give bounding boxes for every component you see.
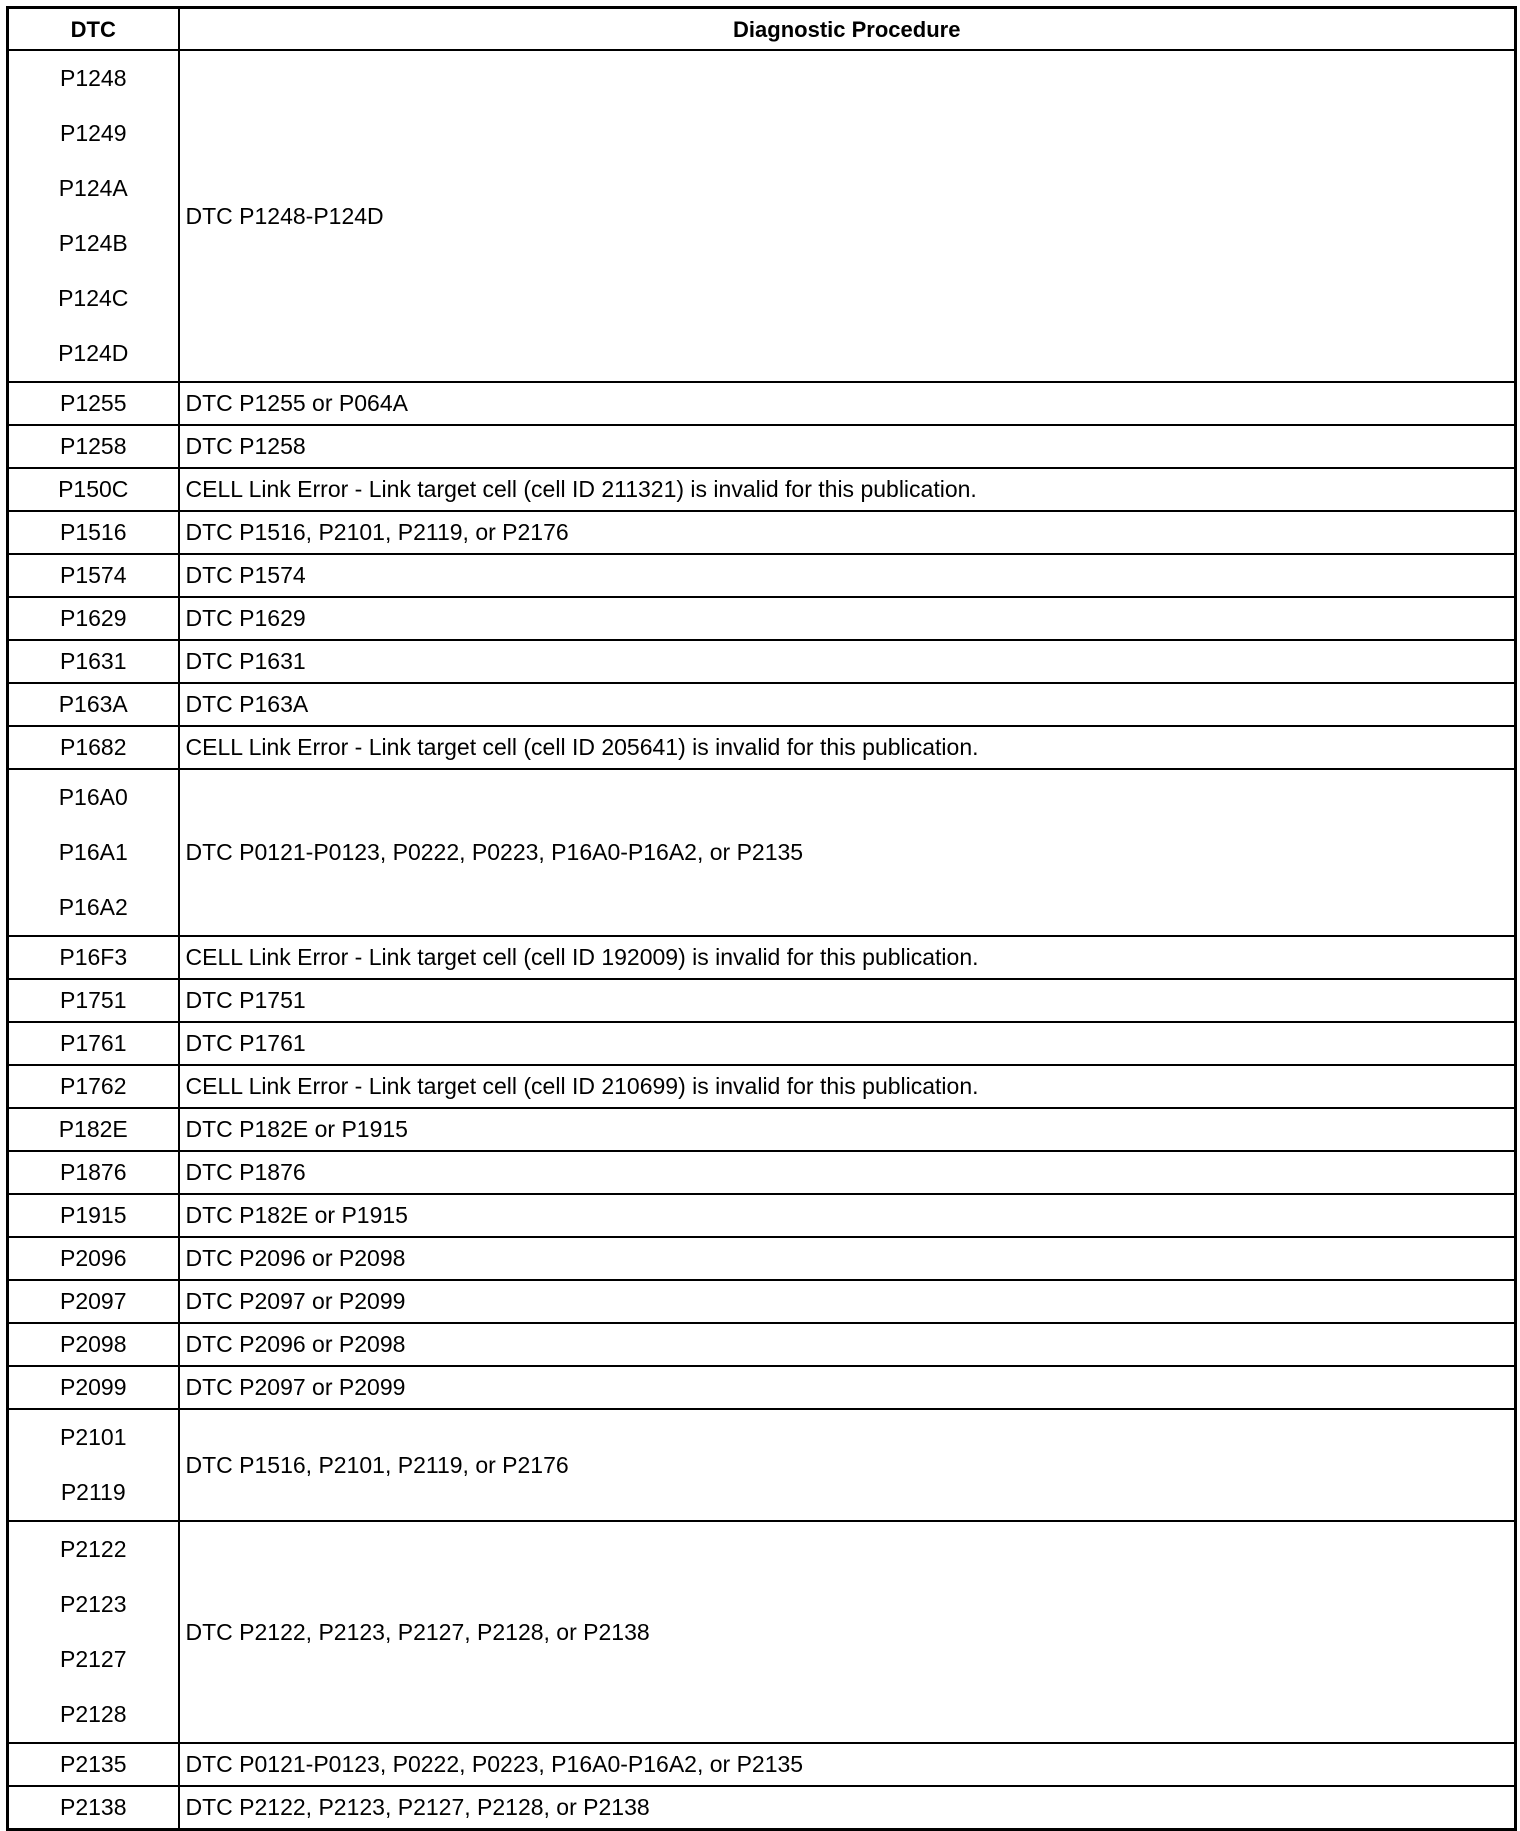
dtc-cell: [8, 1786, 179, 1830]
dtc-code: P2138: [59, 1794, 127, 1820]
table-row: [8, 1521, 1516, 1743]
diagnostic-procedure-cell: DTC P163A: [179, 683, 1516, 726]
dtc-cell: [8, 1108, 179, 1151]
table-row: [8, 683, 1516, 726]
dtc-code: P150C: [58, 476, 129, 502]
table-row: [8, 382, 1516, 425]
dtc-code: P16A0: [58, 784, 128, 810]
diagnostic-procedure-cell: DTC P182E or P1915: [179, 1194, 1516, 1237]
dtc-cell: [8, 511, 179, 554]
table-row: [8, 1065, 1516, 1108]
diagnostic-procedure-cell: DTC P2096 or P2098: [179, 1237, 1516, 1280]
dtc-cell: [8, 1194, 179, 1237]
diagnostic-procedure-cell: DTC P1876: [179, 1151, 1516, 1194]
dtc-code: P163A: [58, 691, 128, 717]
dtc-code: P1258: [59, 433, 127, 459]
table-row: [8, 1151, 1516, 1194]
dtc-code: P2101: [59, 1424, 127, 1450]
dtc-cell: [8, 1065, 179, 1108]
table-row: [8, 1022, 1516, 1065]
diagnostic-procedure-cell: DTC P1751: [179, 979, 1516, 1022]
diagnostic-procedure-cell: DTC P1516, P2101, P2119, or P2176: [179, 1409, 1516, 1521]
table-row: [8, 936, 1516, 979]
table-row: [8, 1786, 1516, 1830]
dtc-code: P2123: [59, 1591, 127, 1617]
table-row: [8, 1409, 1516, 1521]
table-row: [8, 726, 1516, 769]
dtc-code: P2099: [59, 1374, 127, 1400]
table-row: [8, 1366, 1516, 1409]
dtc-code: P16F3: [59, 944, 128, 970]
table-row: [8, 1108, 1516, 1151]
dtc-cell: [8, 468, 179, 511]
table-row: [8, 1237, 1516, 1280]
header-dtc: DTC: [8, 8, 179, 51]
dtc-cell: [8, 1323, 179, 1366]
dtc-code: P2127: [59, 1646, 127, 1672]
dtc-code: P1762: [59, 1073, 127, 1099]
dtc-code: P124C: [58, 285, 129, 311]
diagnostic-procedure-cell: DTC P2097 or P2099: [179, 1366, 1516, 1409]
dtc-code: P1915: [59, 1202, 127, 1228]
dtc-table-container: [6, 6, 1514, 1831]
table-header-row: [8, 8, 1516, 51]
diagnostic-procedure-cell: DTC P1248-P124D: [179, 50, 1516, 382]
dtc-code: P1629: [59, 605, 127, 631]
dtc-cell: [8, 979, 179, 1022]
dtc-code: P1516: [59, 519, 127, 545]
dtc-code: P16A2: [58, 894, 128, 920]
dtc-cell: [8, 1151, 179, 1194]
dtc-cell: [8, 554, 179, 597]
table-row: [8, 511, 1516, 554]
dtc-cell: [8, 640, 179, 683]
dtc-code: P2128: [59, 1701, 127, 1727]
dtc-cell: [8, 769, 179, 936]
dtc-code: P2122: [59, 1536, 127, 1562]
table-row: [8, 597, 1516, 640]
table-row: [8, 50, 1516, 382]
dtc-cell: [8, 1022, 179, 1065]
diagnostic-procedure-cell: DTC P182E or P1915: [179, 1108, 1516, 1151]
dtc-cell: [8, 1366, 179, 1409]
dtc-cell: [8, 936, 179, 979]
dtc-code: P16A1: [58, 839, 128, 865]
dtc-code: P124A: [58, 175, 128, 201]
diagnostic-procedure-cell: DTC P1516, P2101, P2119, or P2176: [179, 511, 1516, 554]
table-row: [8, 554, 1516, 597]
diagnostic-procedure-cell: DTC P1255 or P064A: [179, 382, 1516, 425]
dtc-cell: [8, 1237, 179, 1280]
diagnostic-procedure-cell: CELL Link Error - Link target cell (cell ID 210699) is invalid for this publication.: [179, 1065, 1516, 1108]
table-row: [8, 1323, 1516, 1366]
table-row: [8, 979, 1516, 1022]
table-body: [8, 50, 1516, 1830]
dtc-code: P2097: [59, 1288, 127, 1314]
dtc-code: P1631: [59, 648, 127, 674]
diagnostic-procedure-cell: DTC P1631: [179, 640, 1516, 683]
dtc-table: [6, 6, 1517, 1831]
dtc-code: P1761: [59, 1030, 127, 1056]
dtc-cell: [8, 1743, 179, 1786]
dtc-cell: [8, 425, 179, 468]
header-diagnostic-procedure: Diagnostic Procedure: [179, 8, 1516, 51]
dtc-code: P1249: [59, 120, 127, 146]
dtc-cell: [8, 597, 179, 640]
dtc-cell: [8, 1521, 179, 1743]
dtc-code: P1574: [59, 562, 127, 588]
dtc-code: P1255: [59, 390, 127, 416]
diagnostic-procedure-cell: CELL Link Error - Link target cell (cell ID 205641) is invalid for this publication.: [179, 726, 1516, 769]
table-row: [8, 1194, 1516, 1237]
table-row: [8, 1280, 1516, 1323]
diagnostic-procedure-cell: DTC P2096 or P2098: [179, 1323, 1516, 1366]
diagnostic-procedure-cell: DTC P2122, P2123, P2127, P2128, or P2138: [179, 1521, 1516, 1743]
table-row: [8, 468, 1516, 511]
dtc-cell: [8, 1280, 179, 1323]
diagnostic-procedure-cell: DTC P0121-P0123, P0222, P0223, P16A0-P16A2, or P2135: [179, 769, 1516, 936]
diagnostic-procedure-cell: DTC P1629: [179, 597, 1516, 640]
dtc-cell: [8, 382, 179, 425]
table-row: [8, 769, 1516, 936]
dtc-code: P124D: [58, 340, 129, 366]
dtc-code: P1248: [59, 65, 127, 91]
dtc-code: P2135: [59, 1751, 127, 1777]
diagnostic-procedure-cell: DTC P2122, P2123, P2127, P2128, or P2138: [179, 1786, 1516, 1830]
dtc-code: P2119: [60, 1479, 126, 1505]
dtc-code: P1682: [59, 734, 127, 760]
diagnostic-procedure-cell: DTC P1574: [179, 554, 1516, 597]
dtc-code: P2098: [59, 1331, 127, 1357]
dtc-cell: [8, 683, 179, 726]
diagnostic-procedure-cell: DTC P2097 or P2099: [179, 1280, 1516, 1323]
diagnostic-procedure-cell: CELL Link Error - Link target cell (cell ID 211321) is invalid for this publication.: [179, 468, 1516, 511]
dtc-cell: [8, 1409, 179, 1521]
diagnostic-procedure-cell: DTC P0121-P0123, P0222, P0223, P16A0-P16A2, or P2135: [179, 1743, 1516, 1786]
dtc-code: P1876: [59, 1159, 127, 1185]
table-row: [8, 640, 1516, 683]
dtc-cell: [8, 50, 179, 382]
diagnostic-procedure-cell: DTC P1761: [179, 1022, 1516, 1065]
dtc-code: P182E: [58, 1116, 128, 1142]
diagnostic-procedure-cell: DTC P1258: [179, 425, 1516, 468]
table-row: [8, 1743, 1516, 1786]
table-row: [8, 425, 1516, 468]
dtc-code: P2096: [59, 1245, 127, 1271]
dtc-code: P1751: [59, 987, 127, 1013]
diagnostic-procedure-cell: CELL Link Error - Link target cell (cell ID 192009) is invalid for this publication.: [179, 936, 1516, 979]
dtc-cell: [8, 726, 179, 769]
dtc-code: P124B: [58, 230, 128, 256]
